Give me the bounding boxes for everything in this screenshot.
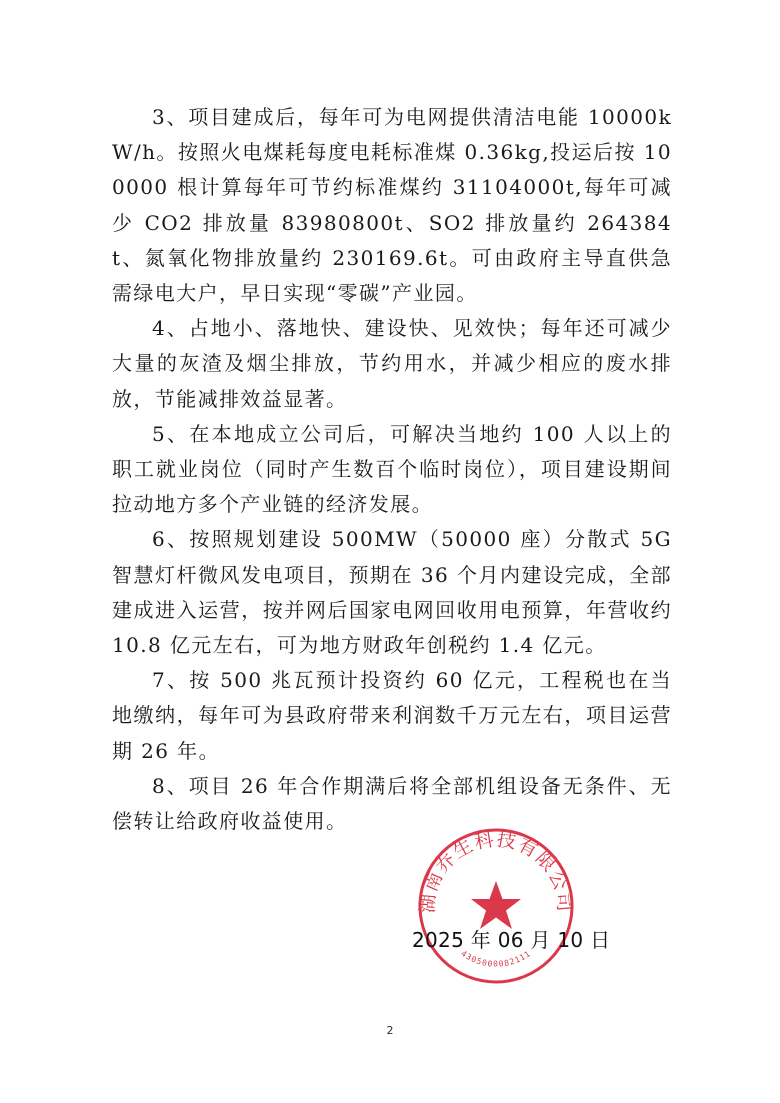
- company-seal: [416, 826, 576, 986]
- paragraph-item-4: 4、占地小、落地快、建设快、见效快；每年还可减少大量的灰渣及烟尘排放，节约用水，并减少相应的废水排放，节能减排效益显著。: [112, 316, 672, 411]
- star-icon: [471, 881, 521, 929]
- page-number: 2: [386, 1024, 394, 1037]
- seal-company-name: 湖南乔生科技有限公司: [416, 828, 576, 914]
- seal-code: 4305000082111: [459, 948, 533, 969]
- signature-date: 2025 年 06 月 10 日: [412, 928, 611, 952]
- paragraph-item-6: 6、按照规划建设 500MW（50000 座）分散式 5G 智慧灯杆微风发电项目，预期在 36 个月内建设完成，全部建成进入运营，按并网后国家电网回收用电预算，年营收约 10.8 亿元左右，可为地方财政年创税约 1.4 亿元。: [112, 527, 672, 658]
- paragraph-item-7: 7、按 500 兆瓦预计投资约 60 亿元，工程税也在当地缴纳，每年可为县政府带来利润数千万元左右，项目运营期 26 年。: [112, 668, 672, 763]
- paragraph-item-5: 5、在本地成立公司后，可解决当地约 100 人以上的职工就业岗位（同时产生数百个临时岗位），项目建设期间拉动地方多个产业链的经济发展。: [112, 421, 672, 517]
- paragraph-item-3: 3、项目建成后，每年可为电网提供清洁电能 10000kW/h。按照火电煤耗每度电耗标准煤 0.36kg,投运后按 100000 根计算每年可节约标准煤约 31104000t,每年可减少 CO2 排放量 83980800t、SO2 排放量约 264384t、氮氧化物排放量约 230169.6t。可由政府主导直供急需绿电大户，早日实现“零碳”产业园。: [112, 105, 672, 306]
- paragraph-item-8: 8、项目 26 年合作期满后将全部机组设备无条件、无偿转让给政府收益使用。: [112, 773, 672, 834]
- document-body: [112, 100, 672, 839]
